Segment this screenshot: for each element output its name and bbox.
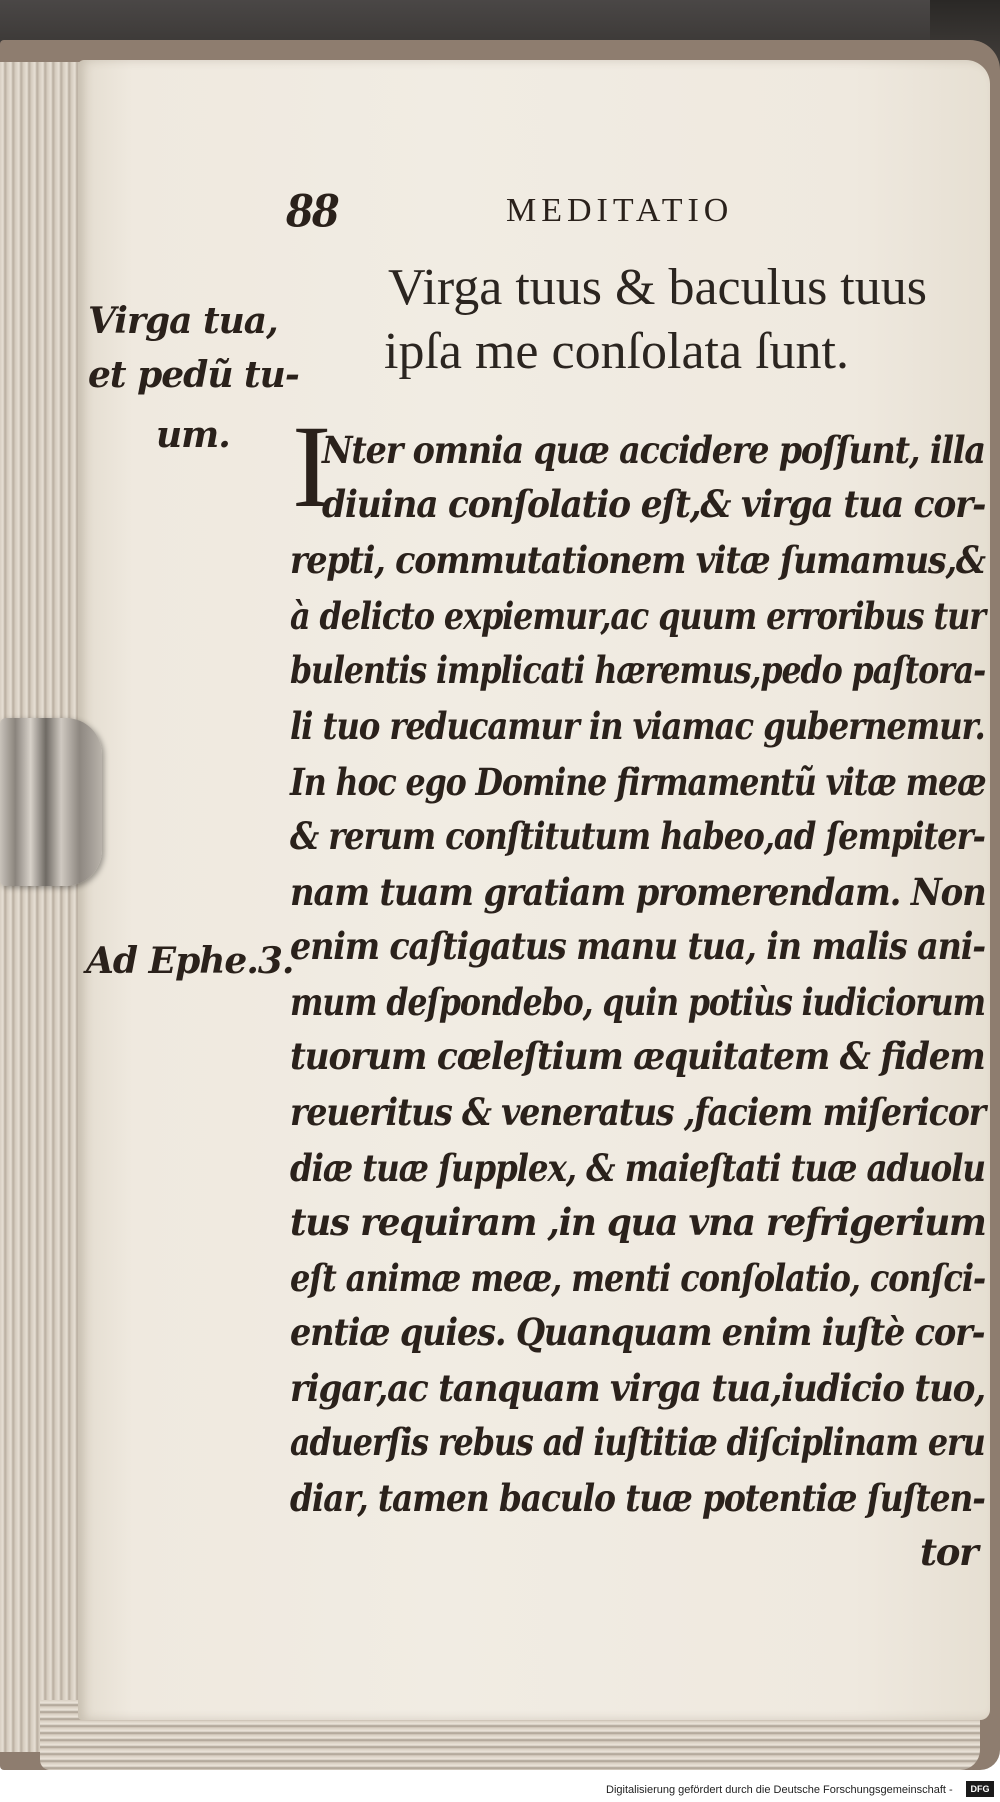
margin-note-line: et pedũ tu-: [88, 354, 299, 396]
digitization-credit: Digitalisierung gefördert durch die Deutsche Forschungsgemeinschaft -: [606, 1784, 953, 1796]
drop-cap: I: [292, 401, 332, 532]
body-line: à delicto expiemur,ac quum erroribus tur: [290, 594, 985, 638]
margin-note-ephesians: Ad Ephe.3.: [86, 940, 294, 982]
body-line: mum deſpondebo, quin potiùs iudiciorum: [290, 980, 985, 1024]
page-number: 88: [286, 185, 338, 238]
body-line: diuina conſolatio eſt,& virga tua cor-: [322, 482, 986, 526]
body-line: reueritus & veneratus ,faciem miſericor: [290, 1090, 986, 1134]
body-line: eſt animæ meæ, menti conſolatio, conſci-: [290, 1256, 986, 1300]
verse-line-1: Virga tuus & baculus tuus: [388, 259, 927, 316]
body-line: repti, commutationem vitæ ſumamus,&: [290, 538, 985, 582]
body-line: li tuo reducamur in viamac gubernemur.: [290, 704, 985, 748]
body-line: In hoc ego Domine firmamentũ vitæ meæ: [290, 760, 986, 804]
page-clip: [0, 718, 102, 886]
body-line: tus requiram ,in qua vna refrigerium: [290, 1200, 986, 1244]
body-line: tuorum cœleſtium æquitatem & fidem: [290, 1034, 985, 1078]
running-title: MEDITATIO: [506, 192, 734, 229]
body-line: Nter omnia quæ accidere poſſunt, illa: [322, 428, 985, 472]
body-line: entiæ quies. Quanquam enim iuſtè cor-: [290, 1310, 985, 1354]
dfg-logo: DFG: [966, 1781, 994, 1797]
body-line: nam tuam gratiam promerendam. Non: [290, 870, 986, 914]
margin-note-line: Virga tua,: [88, 300, 278, 342]
body-line: diæ tuæ ſupplex, & maieſtati tuæ aduolu: [290, 1146, 985, 1190]
body-line: bulentis implicati hæremus,pedo paſtora-: [290, 648, 986, 692]
page-edges-left: [0, 62, 90, 1752]
body-line: diar, tamen baculo tuæ potentiæ ſuſten-: [290, 1476, 985, 1520]
body-line: aduerſis rebus ad iuſtitiæ diſciplinam eru: [290, 1420, 985, 1464]
body-line: tor: [920, 1530, 978, 1574]
body-line: enim caſtigatus manu tua, in malis ani-: [290, 924, 985, 968]
margin-note-line: um.: [156, 414, 230, 456]
verse-line-2: ipſa me conſolata ſunt.: [384, 323, 849, 380]
body-line: rigar,ac tanquam virga tua,iudicio tuo,: [290, 1366, 985, 1410]
body-line: & rerum conſtitutum habeo,ad ſempiter-: [290, 814, 985, 858]
